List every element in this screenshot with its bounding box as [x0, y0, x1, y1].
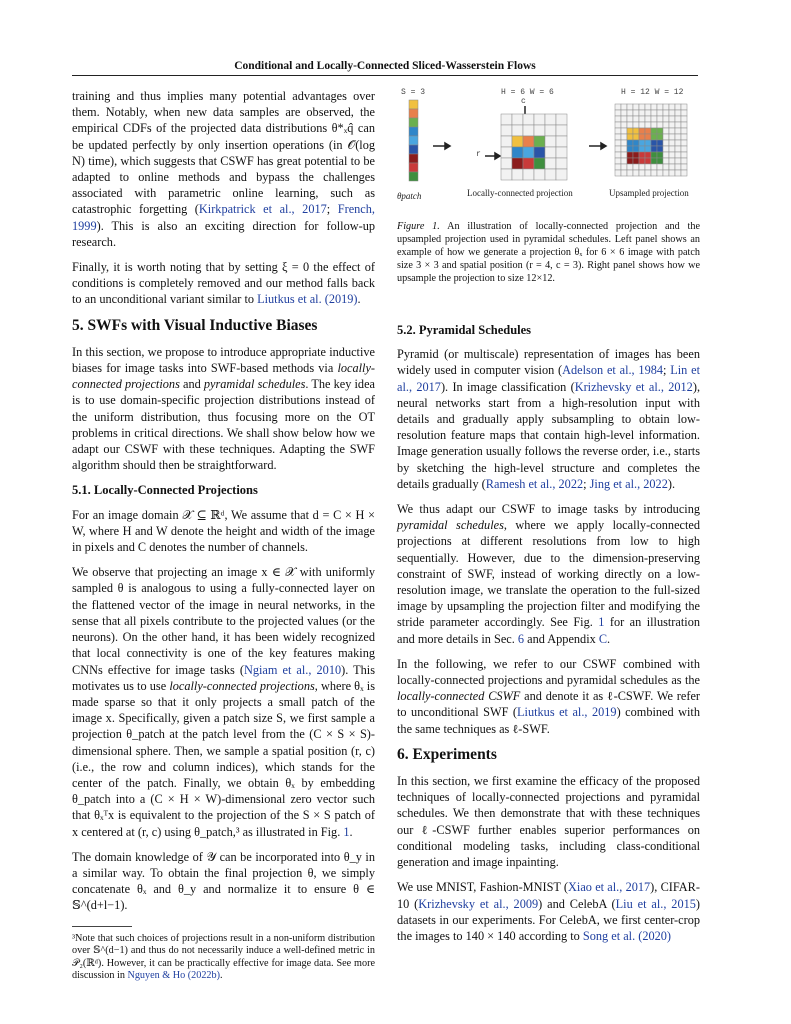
- upsampled-cell: [651, 110, 657, 116]
- upsampled-cell: [675, 158, 681, 164]
- upsampled-cell: [675, 110, 681, 116]
- grid-cell: [501, 169, 512, 180]
- upsampled-cell: [669, 122, 675, 128]
- grid-cell: [512, 147, 523, 158]
- grid-cell: [523, 169, 534, 180]
- grid-cell: [501, 136, 512, 147]
- upsampled-cell: [657, 122, 663, 128]
- upsampled-cell: [639, 134, 645, 140]
- paragraph: Finally, it is worth noting that by setting ξ = 0 the effect of conditions is completely removed and our method falls back to an unconditional variant similar to Liutkus et al. (2019).: [72, 260, 375, 307]
- figure-1: [397, 84, 700, 216]
- upsampled-cell: [651, 146, 657, 152]
- paragraph: We use MNIST, Fashion-MNIST (Xiao et al., 2017), CIFAR-10 (Krizhevsky et al., 2009) and CelebA (Liu et al., 2015) datasets in our experiments. For CelebA, we first center-crop the images to 140 × 140 according to Song et al. (2020): [397, 880, 701, 943]
- upsampled-cell: [621, 116, 627, 122]
- grid-cell: [501, 158, 512, 169]
- upsampled-cell: [669, 170, 675, 176]
- upsampled-cell: [657, 140, 663, 146]
- upsampled-cell: [681, 158, 687, 164]
- grid-cell: [501, 114, 512, 125]
- patch-cell: [409, 145, 418, 154]
- upsampled-cell: [621, 128, 627, 134]
- upsampled-cell: [627, 164, 633, 170]
- section-link[interactable]: 6: [517, 631, 525, 646]
- upsampled-cell: [657, 110, 663, 116]
- upsampled-cell: [633, 164, 639, 170]
- upsampled-cell: [645, 146, 651, 152]
- grid-cell: [545, 114, 556, 125]
- upsampled-cell: [633, 104, 639, 110]
- citation-link[interactable]: Song et al. (2020): [582, 928, 672, 943]
- upsampled-cell: [681, 134, 687, 140]
- upsampled-cell: [621, 134, 627, 140]
- figure-caption: Figure 1. An illustration of locally-connected projection and the upsampled projection used in pyramidal schedules. Left panel shows an example of how we generate a projection θₓ for 6 × 6 image with patch size 3 × 3 and spatial position (r = 4, c = 3). Right panel shows how we upsample the projection to size 12×12.: [397, 221, 700, 284]
- upsampled-cell: [627, 128, 633, 134]
- upsampled-cell: [627, 158, 633, 164]
- upsampled-cell: [645, 140, 651, 146]
- upsampled-cell: [675, 146, 681, 152]
- grid-cell: [512, 169, 523, 180]
- patch-size-label: S = 3: [401, 88, 426, 97]
- citation-link[interactable]: Liutkus et al. (2019): [257, 292, 358, 307]
- section-heading: 6. Experiments: [397, 745, 497, 763]
- upsampled-cell: [615, 122, 621, 128]
- upsampled-cell: [669, 152, 675, 158]
- upsampled-caption: Upsampled projection: [609, 188, 689, 198]
- paragraph: For an image domain 𝒳 ⊆ ℝᵈ, We assume that d = C × H × W, where H and W denote the height and width of the image in pixels and C denotes the number of channels.: [72, 507, 375, 555]
- grid-cell: [534, 158, 545, 169]
- upsampled-cell: [627, 110, 633, 116]
- appendix-link[interactable]: C: [598, 631, 608, 646]
- upsampled-cell: [681, 116, 687, 122]
- upsampled-cell: [651, 116, 657, 122]
- upsampled-cell: [663, 116, 669, 122]
- section-heading: 5. SWFs with Visual Inductive Biases: [72, 316, 318, 334]
- upsampled-cell: [657, 164, 663, 170]
- header-rule: [72, 75, 698, 76]
- grid-cell: [523, 147, 534, 158]
- upsampled-cell: [621, 146, 627, 152]
- upsampled-cell: [633, 170, 639, 176]
- upsampled-cell: [651, 164, 657, 170]
- upsampled-cell: [681, 152, 687, 158]
- upsampled-cell: [669, 110, 675, 116]
- upsampled-cell: [639, 140, 645, 146]
- upsampled-cell: [639, 122, 645, 128]
- right-column: [397, 322, 700, 953]
- grid-cell: [534, 147, 545, 158]
- grid-cell: [545, 158, 556, 169]
- citation-link[interactable]: Adelson et al., 1984: [562, 363, 664, 378]
- upsampled-cell: [669, 128, 675, 134]
- grid-cell: [534, 114, 545, 125]
- upsampled-cell: [681, 170, 687, 176]
- grid-cell: [545, 136, 556, 147]
- grid-cell: [512, 136, 523, 147]
- patch-cell: [409, 163, 418, 172]
- citation-link[interactable]: Lin et al., 2017: [397, 363, 700, 394]
- upsampled-cell: [633, 116, 639, 122]
- grid-cell: [545, 169, 556, 180]
- upsampled-cell: [645, 134, 651, 140]
- upsampled-cell: [621, 104, 627, 110]
- upsampled-cell: [657, 116, 663, 122]
- patch-cell: [409, 127, 418, 136]
- upsampled-cell: [669, 116, 675, 122]
- arrow-head-icon: [601, 143, 606, 149]
- upsampled-cell: [645, 122, 651, 128]
- upsampled-cell: [621, 152, 627, 158]
- citation-link[interactable]: French, 1999: [72, 202, 375, 233]
- patch-cell: [409, 109, 418, 118]
- upsampled-cell: [669, 146, 675, 152]
- upsampled-cell: [615, 140, 621, 146]
- upsampled-cell: [621, 110, 627, 116]
- citation-link[interactable]: Jing et al., 2022: [589, 476, 668, 491]
- upsampled-cell: [675, 170, 681, 176]
- grid-cell: [534, 136, 545, 147]
- upsampled-cell: [651, 134, 657, 140]
- upsampled-cell: [639, 104, 645, 110]
- running-header: Conditional and Locally-Connected Sliced-Wasserstein Flows: [234, 60, 536, 72]
- upsampled-cell: [615, 152, 621, 158]
- patch-cell: [409, 136, 418, 145]
- locally-connected-grid: [501, 114, 567, 180]
- upsampled-cell: [645, 170, 651, 176]
- upsampled-cell: [645, 152, 651, 158]
- grid-cell: [556, 136, 567, 147]
- upsampled-cell: [645, 158, 651, 164]
- upsampled-cell: [669, 134, 675, 140]
- upsampled-cell: [645, 104, 651, 110]
- upsampled-cell: [657, 128, 663, 134]
- upsampled-cell: [633, 140, 639, 146]
- upsampled-cell: [633, 146, 639, 152]
- grid-cell: [523, 125, 534, 136]
- upsampled-cell: [669, 140, 675, 146]
- upsampled-size-label: H = 12 W = 12: [621, 88, 684, 97]
- upsampled-cell: [663, 104, 669, 110]
- upsampled-cell: [681, 128, 687, 134]
- upsampled-cell: [627, 140, 633, 146]
- upsampled-cell: [675, 104, 681, 110]
- grid-cell: [556, 169, 567, 180]
- grid-cell: [556, 114, 567, 125]
- grid-cell: [512, 158, 523, 169]
- upsampled-cell: [633, 122, 639, 128]
- upsampled-cell: [651, 122, 657, 128]
- upsampled-cell: [633, 134, 639, 140]
- upsampled-cell: [639, 128, 645, 134]
- citation-link[interactable]: Kirkpatrick et al., 2017: [198, 202, 327, 217]
- grid-cell: [534, 125, 545, 136]
- upsampled-cell: [633, 158, 639, 164]
- upsampled-cell: [663, 152, 669, 158]
- upsampled-cell: [675, 152, 681, 158]
- upsampled-cell: [681, 104, 687, 110]
- citation-link[interactable]: Ngiam et al., 2010: [243, 662, 342, 677]
- upsampled-cell: [651, 170, 657, 176]
- upsampled-cell: [675, 128, 681, 134]
- paragraph: The domain knowledge of 𝒴 can be incorporated into θ_y in a similar way. To obtain the final projection θ, we simply concatenate θₓ and θ_y and normalize it to ensure θ ∈ 𝕊^(d+l−1).: [72, 849, 375, 913]
- upsampled-cell: [615, 116, 621, 122]
- figure-link[interactable]: 1: [598, 615, 605, 630]
- footnote: ³Note that such choices of projections result in a non-uniform distribution over 𝕊^(d−1) and thus do not necessarily induce a well-defined metric in 𝒫₂(ℝᵈ). However, it can be practically effective for image data. See more discussion in Nguyen & Ho (2022b).: [72, 932, 375, 982]
- paragraph: Pyramid (or multiscale) representation of images has been widely used in computer vision (Adelson et al., 1984; Lin et al., 2017). In image classification (Krizhevsky et al., 2012), neural networks start from a high-resolution input with details and gradually apply subsampling to obtain low-resolution feature maps that contain high-level information. Image generation usually follows the reverse order, i.e., starts by sketching the high-level structure and completes the details gradually (Ramesh et al., 2022; Jing et al., 2022).: [397, 347, 701, 491]
- grid-cell: [556, 147, 567, 158]
- upsampled-cell: [669, 104, 675, 110]
- citation-link[interactable]: Krizhevsky et al., 2009: [418, 896, 539, 911]
- upsampled-cell: [657, 158, 663, 164]
- upsampled-cell: [633, 152, 639, 158]
- upsampled-cell: [615, 164, 621, 170]
- row-index-label: r: [476, 150, 481, 159]
- citation-link[interactable]: Liu et al., 2015: [615, 896, 696, 911]
- upsampled-cell: [639, 158, 645, 164]
- figure-link[interactable]: 1: [343, 824, 350, 839]
- upsampled-cell: [615, 134, 621, 140]
- upsampled-cell: [675, 134, 681, 140]
- upsampled-cell: [633, 110, 639, 116]
- paragraph: In the following, we refer to our CSWF combined with locally-connected projections and pyramidal schedules as the locally-connected CSWF and denote it as ℓ-CSWF. We refer to unconditional SWF (Liutkus et al., 2019) combined with the same techniques as ℓ-SWF.: [397, 656, 700, 736]
- upsampled-cell: [627, 104, 633, 110]
- upsampled-cell: [681, 140, 687, 146]
- citation-link[interactable]: Liutkus et al., 2019: [517, 705, 617, 720]
- upsampled-cell: [633, 128, 639, 134]
- upsampled-cell: [639, 146, 645, 152]
- paragraph: We observe that projecting an image x ∈ 𝒳 with uniformly sampled θ is analogous to using a fully-connected layer on the flattened vector of the image in neural networks, in the sense that all pixels contribute to the projected values (or the neurons). On the other hand, it has been widely recognized that local connectivity is one of the key features making CNNs effective for image tasks (Ngiam et al., 2010). This motivates us to use locally-connected projections, where θₓ is made sparse so that it only projects a small patch of the image x. Specifically, given a patch size S, we first sample a projection θ_patch at the patch level from the (C × S × S)-dimensional sphere. Then, we sample a spatial position (r, c) (i.e., the row and column indices), which stands for the center of the patch. Finally, we obtain θₓ by embedding θ_patch into a (C × H × W)-dimensional zero vector such that θₓᵀx is equivalent to the projection of the S × S patch of x centered at (r, c) using θ_patch,³ as illustrated in Fig. 1.: [72, 565, 376, 839]
- grid-cell: [523, 158, 534, 169]
- upsampled-cell: [621, 122, 627, 128]
- paragraph: In this section, we propose to introduce appropriate inductive biases for image tasks into SWF-based methods via locally-connected projections and pyramidal schedules. The key idea is to use domain-specific projection distributions instead of the uniform distribution, thus focusing more on the OT problems in critical directions. We shall show below how we adapt our CSWF with these techniques. Adapting the SWF algorithm should then be straightforward.: [72, 344, 375, 473]
- upsampled-cell: [663, 146, 669, 152]
- upsampled-cell: [627, 152, 633, 158]
- upsampled-cell: [675, 116, 681, 122]
- upsampled-cell: [651, 152, 657, 158]
- upsampled-cell: [615, 104, 621, 110]
- upsampled-cell: [627, 116, 633, 122]
- grid-cell: [512, 114, 523, 125]
- upsampled-cell: [657, 104, 663, 110]
- upsampled-cell: [615, 110, 621, 116]
- upsampled-cell: [681, 146, 687, 152]
- arrow-head-icon: [445, 143, 450, 149]
- grid-cell: [523, 136, 534, 147]
- upsampled-cell: [663, 110, 669, 116]
- grid-cell: [545, 147, 556, 158]
- upsampled-cell: [657, 134, 663, 140]
- upsampled-cell: [627, 134, 633, 140]
- upsampled-cell: [663, 122, 669, 128]
- left-column: [72, 88, 375, 983]
- upsampled-cell: [621, 140, 627, 146]
- upsampled-grid: [615, 104, 687, 176]
- upsampled-cell: [663, 128, 669, 134]
- upsampled-cell: [639, 164, 645, 170]
- locally-connected-caption: Locally-connected projection: [467, 188, 573, 198]
- subsection-heading: 5.2. Pyramidal Schedules: [397, 323, 532, 337]
- upsampled-cell: [651, 158, 657, 164]
- patch-vector: [409, 100, 418, 181]
- patch-cell: [409, 172, 418, 181]
- upsampled-cell: [621, 158, 627, 164]
- upsampled-cell: [639, 110, 645, 116]
- grid-cell: [512, 125, 523, 136]
- grid-cell: [556, 158, 567, 169]
- citation-link[interactable]: Ramesh et al., 2022: [485, 476, 584, 491]
- upsampled-cell: [675, 122, 681, 128]
- upsampled-cell: [621, 164, 627, 170]
- upsampled-cell: [657, 146, 663, 152]
- paragraph: In this section, we first examine the efficacy of the proposed techniques of locally-connected projections and pyramidal schedules. We then demonstrate that with these techniques our ℓ-CSWF further enables superior performances on conditional modeling tasks, including class-conditional generation and image inpainting.: [397, 774, 700, 870]
- arrow-head-icon: [495, 153, 500, 159]
- upsampled-cell: [651, 140, 657, 146]
- upsampled-cell: [651, 104, 657, 110]
- citation-link[interactable]: Krizhevsky et al., 2012: [574, 379, 693, 394]
- upsampled-cell: [669, 158, 675, 164]
- upsampled-cell: [657, 170, 663, 176]
- upsampled-cell: [645, 164, 651, 170]
- theta-patch-label: θpatch: [397, 191, 422, 201]
- upsampled-cell: [621, 170, 627, 176]
- upsampled-cell: [663, 170, 669, 176]
- upsampled-cell: [639, 170, 645, 176]
- grid-cell: [556, 125, 567, 136]
- upsampled-cell: [669, 164, 675, 170]
- patch-cell: [409, 118, 418, 127]
- paragraph: training and thus implies many potential advantages over them. Notably, when new data samples are observed, the empirical CDFs of the projected data distributions θ*ₓq̂ can be updated perfectly by only insertion operations (in 𝒪(log N) time), which suggests that CSWF has great potential to be adapted to online methods and bypass the challenges associated with parametric online learning, such as catastrophic forgetting (Kirkpatrick et al., 2017; French, 1999). This is also an exciting direction for follow-up research.: [72, 89, 375, 249]
- upsampled-cell: [615, 158, 621, 164]
- upsampled-cell: [615, 146, 621, 152]
- upsampled-cell: [675, 140, 681, 146]
- grid-cell: [523, 114, 534, 125]
- subsection-heading: 5.1. Locally-Connected Projections: [72, 483, 258, 498]
- grid-cell: [534, 169, 545, 180]
- upsampled-cell: [627, 122, 633, 128]
- upsampled-cell: [615, 170, 621, 176]
- upsampled-cell: [639, 152, 645, 158]
- grid-cell: [545, 125, 556, 136]
- upsampled-cell: [681, 110, 687, 116]
- column-index-label: c: [521, 97, 526, 106]
- upsampled-cell: [657, 152, 663, 158]
- upsampled-cell: [627, 146, 633, 152]
- upsampled-cell: [645, 110, 651, 116]
- grid-size-label: H = 6 W = 6: [501, 88, 554, 97]
- grid-cell: [501, 125, 512, 136]
- patch-cell: [409, 100, 418, 109]
- upsampled-cell: [663, 134, 669, 140]
- footnote-rule: [72, 926, 132, 927]
- grid-cell: [501, 147, 512, 158]
- upsampled-cell: [663, 140, 669, 146]
- upsampled-cell: [675, 164, 681, 170]
- citation-link[interactable]: Xiao et al., 2017: [568, 880, 651, 895]
- upsampled-cell: [639, 116, 645, 122]
- upsampled-cell: [651, 128, 657, 134]
- upsampled-cell: [663, 158, 669, 164]
- upsampled-cell: [681, 164, 687, 170]
- upsampled-cell: [645, 116, 651, 122]
- upsampled-cell: [681, 122, 687, 128]
- paragraph: We thus adapt our CSWF to image tasks by introducing pyramidal schedules, where we apply locally-connected projections at different resolutions from low to high sequentially. However, due to the dimension-preserving constraint of SWF, instead of working directly on a low-resolution image, we translate the operation to the full-sized image by upsampling the projection filter and modifying the stride parameter accordingly. See Fig. 1 for an illustration and more details in Sec. 6 and Appendix C.: [397, 502, 701, 646]
- upsampled-cell: [663, 164, 669, 170]
- patch-cell: [409, 154, 418, 163]
- upsampled-cell: [645, 128, 651, 134]
- upsampled-cell: [627, 170, 633, 176]
- upsampled-cell: [615, 128, 621, 134]
- citation-link[interactable]: Nguyen & Ho (2022b): [127, 970, 221, 982]
